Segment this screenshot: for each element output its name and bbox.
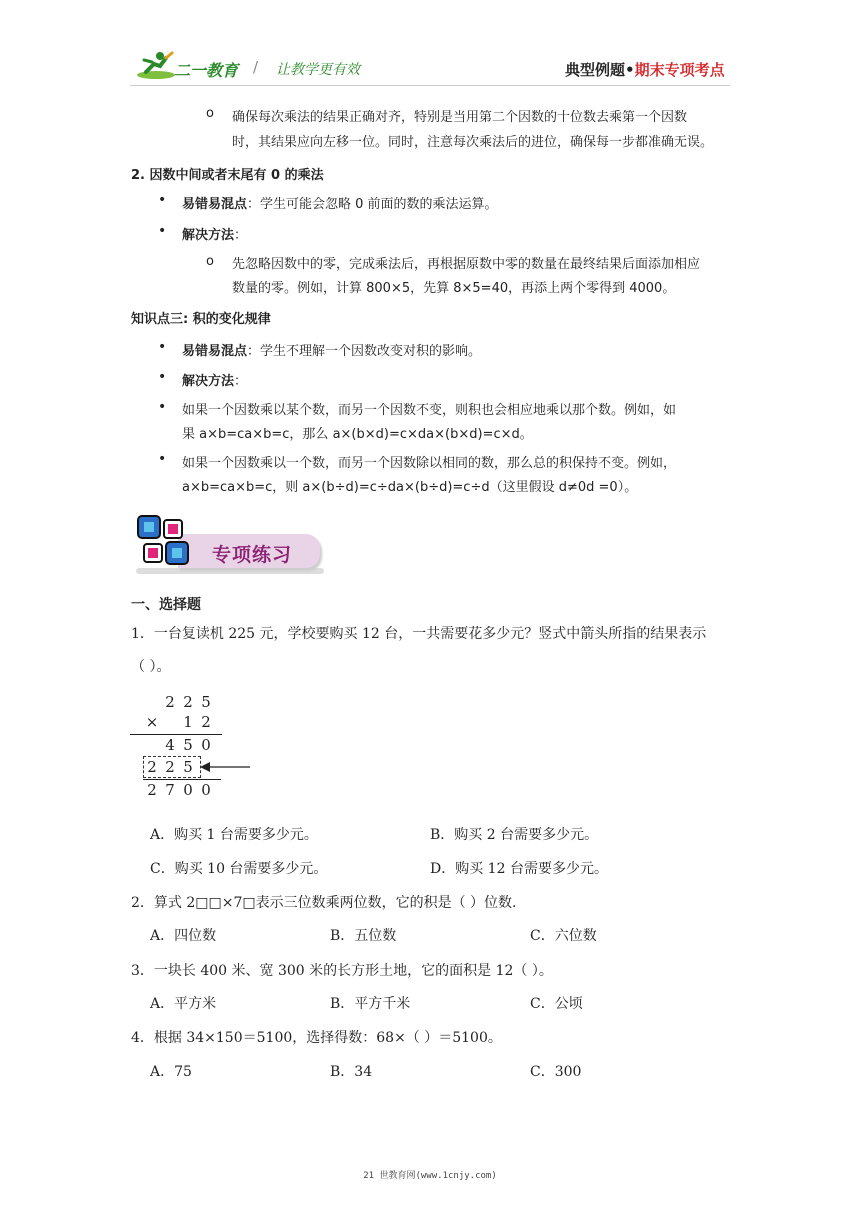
calc-digit: 5 <box>201 693 211 711</box>
calc-digit: 5 <box>183 758 193 776</box>
item-a-line2: 时，其结果应向左移一位。同时，注意每次乘法后的进位，确保每一步都准确无误。 <box>232 135 714 150</box>
calc-rule <box>143 779 221 780</box>
header-slash: / <box>253 58 259 76</box>
q3-option-b: B．平方千米 <box>330 996 411 1012</box>
bullet-o-icon: o <box>206 106 214 121</box>
kp3-title: 知识点三: 积的变化规律 <box>131 312 271 327</box>
calc-digit: 0 <box>183 781 193 799</box>
banner-title: 专项练习 <box>212 544 293 566</box>
calc-digit: 1 <box>183 713 193 731</box>
q4-text: 4．根据 34×150＝5100，选择得数：68×（ ）＝5100。 <box>131 1030 502 1046</box>
kp3-bullet1-line2: 果 a×b=ca×b=c，那么 a×(b×d)=c×da×(b×d)=c×d。 <box>182 427 533 442</box>
logo-icon <box>136 50 176 80</box>
q1-option-d: D．购买 12 台需要多少元。 <box>430 861 608 877</box>
q1-line1: 1．一台复读机 225 元，学校要购买 12 台，一共需要花多少元？竖式中箭头所指的结果表示 <box>131 626 707 642</box>
kp3-error-label: 易错易混点 <box>182 344 248 359</box>
calc-digit: 4 <box>165 736 175 754</box>
section-2-title: 2. 因数中间或者末尾有 0 的乘法 <box>131 168 324 183</box>
q4-option-a: A．75 <box>150 1064 192 1080</box>
sec2-solution-label: 解决方法 <box>182 228 235 243</box>
logo-text: 二一教育 <box>174 61 239 80</box>
arrow-left-icon <box>200 760 252 774</box>
q1-option-b: B．购买 2 台需要多少元。 <box>430 827 599 843</box>
kp3-solution-label: 解决方法 <box>182 374 235 389</box>
banner-squares-icon <box>136 514 196 570</box>
sec2-solution-colon: ： <box>234 228 248 243</box>
q2-text: 2．算式 2□□×7□表示三位数乘两位数，它的积是（ ）位数. <box>131 895 517 911</box>
kp3-solution-colon: ： <box>234 374 248 389</box>
q1-option-a: A．购买 1 台需要多少元。 <box>150 827 318 843</box>
header-right-dot: • <box>625 61 635 79</box>
q1-option-c: C．购买 10 台需要多少元。 <box>150 861 328 877</box>
item-a-line1: 确保每次乘法的结果正确对齐，特别是当用第二个因数的十位数去乘第一个因数 <box>232 110 688 125</box>
bullet-dot-icon: • <box>158 451 167 467</box>
header-right-part1: 典型例题 <box>565 61 626 79</box>
sec2-sub-line2: 数量的零。例如，计算 800×5，先算 8×5=40，再添上两个零得到 4000。 <box>232 281 676 296</box>
bullet-dot-icon: • <box>158 223 167 239</box>
calc-rule <box>130 734 222 735</box>
slogan: 让教学更有效 <box>276 62 360 78</box>
q3-text: 3．一块长 400 米、宽 300 米的长方形土地，它的面积是 12（ ）。 <box>131 963 553 979</box>
sec2-solution-item <box>182 224 247 243</box>
header-rule <box>130 85 730 86</box>
practice-section-title: 一、选择题 <box>131 597 201 613</box>
calc-digit: 0 <box>201 736 211 754</box>
q2-option-a: A．四位数 <box>150 928 217 944</box>
vertical-calculation <box>130 690 260 802</box>
kp3-bullet2-line1: 如果一个因数乘以一个数，而另一个因数除以相同的数，那么总的积保持不变。例如， <box>182 456 677 471</box>
footer-text: 21 世教育网(www.1cnjy.com) <box>363 1171 497 1181</box>
bullet-o-icon: o <box>206 254 214 269</box>
q2-option-b: B．五位数 <box>330 928 397 944</box>
q3-option-a: A．平方米 <box>150 996 217 1012</box>
calc-digit: 2 <box>147 758 157 776</box>
kp3-bullet2-line2: a×b=ca×b=c，则 a×(b÷d)=c÷da×(b÷d)=c÷d（这里假设 d≠0d =0）。 <box>182 480 638 495</box>
calc-digit: 7 <box>165 781 175 799</box>
bullet-dot-icon: • <box>158 339 167 355</box>
q3-option-c: C．公顷 <box>530 996 583 1012</box>
header <box>0 0 860 90</box>
sec2-sub-line1: 先忽略因数中的零，完成乘法后，再根据原数中零的数量在最终结果后面添加相应 <box>232 257 701 272</box>
q1-line2: （ ）。 <box>131 659 171 675</box>
calc-digit: 2 <box>201 713 211 731</box>
calc-digit: 2 <box>183 693 193 711</box>
practice-banner <box>132 512 328 578</box>
calc-digit: 2 <box>165 693 175 711</box>
calc-digit: 2 <box>165 758 175 776</box>
times-sign: × <box>145 713 159 731</box>
kp3-bullet1-line1: 如果一个因数乘以某个数，而另一个因数不变，则积也会相应地乘以那个数。例如，如 <box>182 403 677 418</box>
q4-option-c: C．300 <box>530 1064 582 1080</box>
q4-option-b: B．34 <box>330 1064 373 1080</box>
header-right-part2: 期末专项考点 <box>634 61 725 79</box>
q2-option-c: C．六位数 <box>530 928 597 944</box>
sec2-error-text: ：学生可能会忽略 0 前面的数的乘法运算。 <box>247 197 498 212</box>
calc-digit: 5 <box>183 736 193 754</box>
calc-digit: 2 <box>147 781 157 799</box>
bullet-dot-icon: • <box>158 192 167 208</box>
bullet-dot-icon: • <box>158 369 167 385</box>
calc-digit: 0 <box>201 781 211 799</box>
sec2-error-item <box>182 193 498 212</box>
kp3-error-text: ：学生不理解一个因数改变对积的影响。 <box>247 344 482 359</box>
sec2-error-label: 易错易混点 <box>182 197 248 212</box>
header-right-title <box>565 59 725 80</box>
kp3-solution-item <box>182 370 247 389</box>
kp3-error-item <box>182 340 481 359</box>
bullet-dot-icon: • <box>158 399 167 415</box>
